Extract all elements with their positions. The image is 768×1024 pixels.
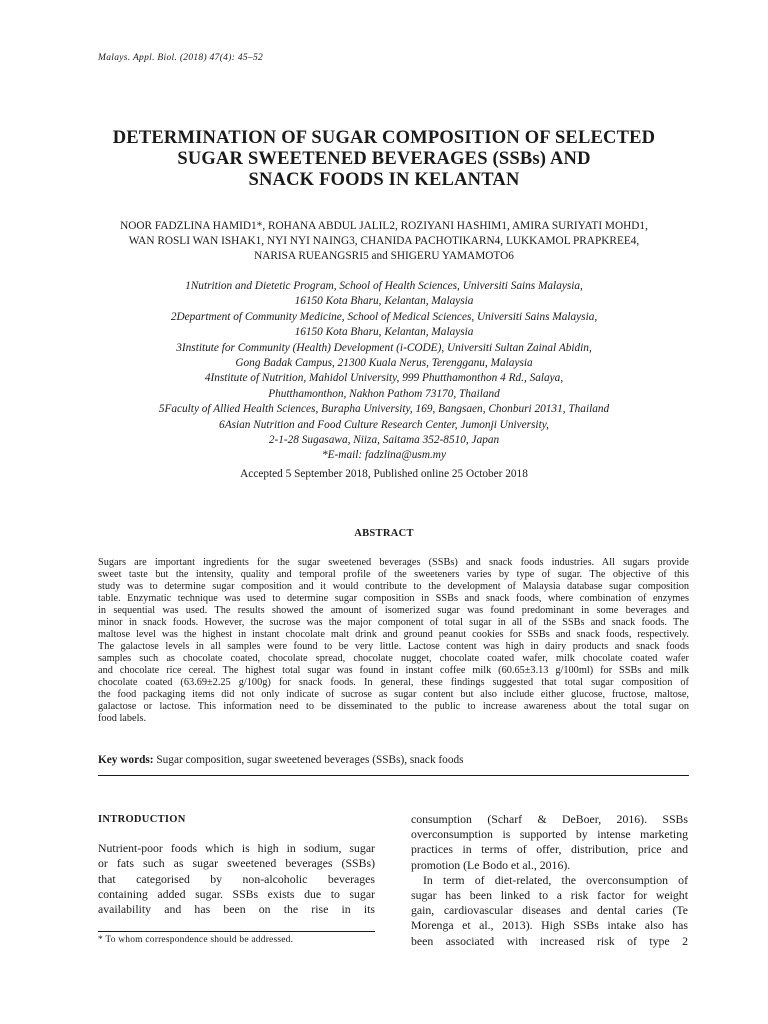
abstract-line: samples such as chocolate coated, chocolate spread, chocolate nugget, chocolate coated wafer, milk chocolate coated wafer xyxy=(98,653,689,664)
right-column xyxy=(411,812,688,949)
section-divider xyxy=(98,775,689,776)
body-line: Nutrient-poor foods which is high in sodium, sugar xyxy=(98,841,375,856)
abstract-heading: ABSTRACT xyxy=(354,528,414,539)
author-line: WAN ROSLI WAN ISHAK1, NYI NYI NAING3, CHANIDA PACHOTIKARN4, LUKKAMOL PRAPKREE4, xyxy=(128,235,640,247)
left-column xyxy=(98,812,375,917)
author-line: NARISA RUEANGSRI5 and SHIGERU YAMAMOTO6 xyxy=(254,250,514,262)
introduction-heading: INTRODUCTION xyxy=(98,814,186,825)
author-list xyxy=(60,219,708,264)
email-line: *E-mail: fadzlina@usm.my xyxy=(322,449,446,462)
body-line: practices in terms of offer, distribution, price and xyxy=(411,842,688,857)
paper-title xyxy=(60,128,708,191)
abstract-line: maltose level was the highest in instant chocolate malt drink and ground peanut cookies for SSBs and snack foods, respectively. xyxy=(98,629,689,640)
footnote: * To whom correspondence should be addressed. xyxy=(98,935,294,945)
body-line: promotion (Le Bodo et al., 2016). xyxy=(411,857,571,872)
body-line: consumption (Scharf & DeBoer, 2016). SSBs xyxy=(411,812,688,826)
affiliation-line: 2-1-28 Sugasawa, Niiza, Saitama 352-8510, Japan xyxy=(268,434,500,447)
abstract-line: chocolate coated (63.69±2.25 g/100g) for snack foods. In general, these findings suggested that total sugar composition of xyxy=(98,677,689,688)
affiliation-line: 6Asian Nutrition and Food Culture Research Center, Jumonji University, xyxy=(219,418,549,431)
keywords xyxy=(98,754,689,766)
affiliation-line: 16150 Kota Bharu, Kelantan, Malaysia xyxy=(294,295,474,308)
affiliation-line: 5Faculty of Allied Health Sciences, Burapha University, 169, Bangsaen, Chonburi 20131, Thailand xyxy=(158,403,610,416)
abstract-line: table. Enzymatic technique was used to determine sugar composition in SSBs and snack foods, where combination of enzymes xyxy=(98,593,689,604)
affiliation-line: 1Nutrition and Dietetic Program, School of Health Sciences, Universiti Sains Malaysia, xyxy=(185,280,583,292)
author-line: NOOR FADZLINA HAMID1*, ROHANA ABDUL JALIL2, ROZIYANI HASHIM1, AMIRA SURIYATI MOHD1, xyxy=(120,220,648,232)
affiliation-line: Gong Badak Campus, 21300 Kuala Nerus, Terengganu, Malaysia xyxy=(235,357,533,370)
title-line: SNACK FOODS IN KELANTAN xyxy=(248,170,520,190)
affiliation-list xyxy=(60,279,708,464)
body-line: Morenga et al., 2013). High SSBs intake also has xyxy=(411,918,688,933)
abstract-line: and chocolate rice cereal. The highest total sugar was found in instant coffee milk (60.65±3.13 g/100ml) for SSBs and milk xyxy=(98,665,689,676)
keywords-label: Key words: xyxy=(98,754,154,766)
body-line: containing added sugar. SSBs exists due to sugar xyxy=(98,886,375,901)
abstract-line: in sequential was used. The results showed the amount of isomerized sugar was found predominant in some beverages and xyxy=(98,605,689,616)
affiliation-line: 2Department of Community Medicine, School of Medical Sciences, Universiti Sains Malaysia, xyxy=(170,310,598,323)
title-line: SUGAR SWEETENED BEVERAGES (SSBs) AND xyxy=(177,149,591,169)
affiliation-line: 4Institute of Nutrition, Mahidol University, 999 Phutthamonthon 4 Rd., Salaya, xyxy=(204,372,564,385)
affiliation-line: 3Institute for Community (Health) Development (i-CODE), Universiti Sultan Zainal Abidin, xyxy=(176,341,592,354)
abstract-line: sweet taste but the intensity, quality and temporal profile of the sweeteners varies by type of sugar. The objective of this xyxy=(98,569,689,580)
body-line: gain, cardiovascular diseases and dental caries (Te xyxy=(411,903,688,918)
body-line: been associated with increased risk of type 2 xyxy=(411,933,688,948)
abstract-body xyxy=(98,557,689,725)
body-line: or fats such as sugar sweetened beverages (SSBs) xyxy=(98,856,375,871)
abstract-line: Sugars are important ingredients for the sugar sweetened beverages (SSBs) and snack foods industries. All sugars provide xyxy=(98,557,689,568)
body-line: In term of diet-related, the overconsumption of xyxy=(423,872,688,887)
abstract-line: minor in snack foods. However, the sucrose was the major component of total sugar in all of the SSBs and snack foods. The xyxy=(98,617,689,628)
abstract-line: food labels. xyxy=(98,713,147,724)
journal-reference: Malays. Appl. Biol. (2018) 47(4): 45–52 xyxy=(98,53,264,63)
abstract-line: The galactose levels in all samples were found to be very little. Lactose content was high in dairy products and snack foods xyxy=(98,641,689,652)
title-line: DETERMINATION OF SUGAR COMPOSITION OF SELECTED xyxy=(112,128,656,148)
body-line: overconsumption is supported by intense marketing xyxy=(411,827,688,842)
body-line: that categorised by non-alcoholic beverages xyxy=(98,871,375,886)
body-line: availability and has been on the rise in its xyxy=(98,902,375,917)
footnote-divider xyxy=(98,931,375,932)
body-line: sugar has been linked to a risk factor for weight xyxy=(411,888,688,903)
abstract-line: study was to determine sugar composition and it would contribute to the development of Malaysia database sugar composition xyxy=(98,581,689,592)
abstract-line: galactose or lactose. This information need to be disseminated to the public to increase awareness about the total sugar on xyxy=(98,701,689,712)
affiliation-line: 16150 Kota Bharu, Kelantan, Malaysia xyxy=(294,326,474,339)
accepted-date: Accepted 5 September 2018, Published online 25 October 2018 xyxy=(240,468,528,480)
keywords-text: Sugar composition, sugar sweetened beverages (SSBs), snack foods xyxy=(156,754,464,766)
abstract-line: the food packaging items did not only indicate of sucrose as sugar content but also include either glucose, fructose, maltose, xyxy=(98,689,689,700)
affiliation-line: Phutthamonthon, Nakhon Pathom 73170, Thailand xyxy=(268,387,500,400)
